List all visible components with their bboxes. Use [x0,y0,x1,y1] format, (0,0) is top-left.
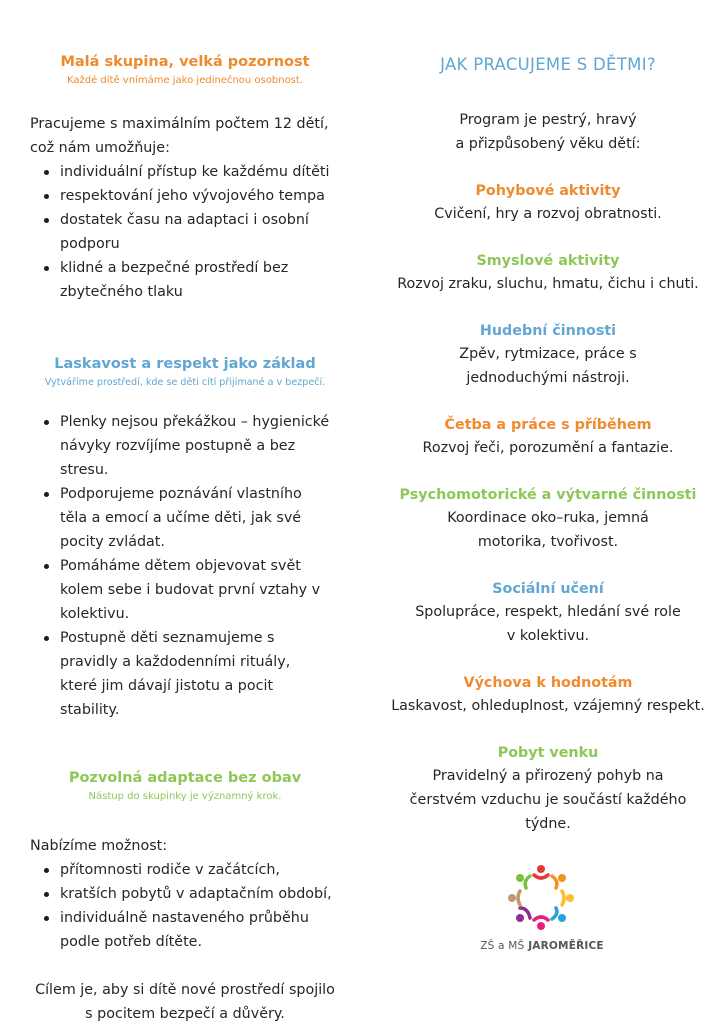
list-item: přítomnosti rodiče v začátcích, [42,858,340,882]
closing-line: s pocitem bezpečí a důvěry. [85,1006,285,1022]
activity-item [398,414,698,460]
list-item: dostatek času na adaptaci i osobní podporu [42,208,340,256]
section-title: Malá skupina, velká pozornost [60,54,310,70]
logo-figure-orange [552,874,566,888]
list-item: individuálně nastaveného průběhu podle potřeb dítěte. [42,906,340,954]
section-title: Pozvolná adaptace bez obav [68,770,302,786]
bullet-list [42,410,340,722]
logo-figure-tan [508,891,520,905]
list-item: Podporujeme poznávání vlastního těla a emocí a učíme děti, jak své pocity zvládat. [42,482,340,554]
activity-desc: Cvičení, hry a rozvoj obratnosti. [434,206,662,222]
activity-title: Četba a práce s příběhem [444,417,652,433]
section-subtitle: Každé dítě vnímáme jako jedinečnou osobnost. [66,75,303,86]
section-subtitle: Nástup do skupinky je významný krok. [88,791,282,802]
activity-title: Pohybové aktivity [475,183,621,199]
section-small-group [30,52,340,304]
section-subtitle: Vytváříme prostředí, kde se děti cítí přijímané a v bezpečí. [44,377,326,388]
logo-prefix: ZŠ a MŠ [480,940,525,952]
intro-line: Pracujeme s maximálním počtem 12 dětí, [30,116,329,132]
logo-name: JAROMĚŘICE [528,940,604,952]
intro-line: a přizpůsobený věku dětí: [455,136,641,152]
logo-figure-purple [516,908,530,922]
activity-item [391,672,705,718]
section-title: Laskavost a respekt jako základ [54,356,316,372]
activity-desc: Pravidelný a přirozený pohyb na čerstvém vzduchu je součástí každého týdne. [409,768,687,832]
left-column [30,52,340,1024]
activity-item [398,742,698,836]
activity-title: Pobyt venku [497,745,599,761]
closing-line: Cílem je, aby si dítě nové prostředí spojilo [35,982,335,998]
activity-desc: Koordinace oko–ruka, jemná motorika, tvořivost. [447,510,649,550]
activity-title: Smyslové aktivity [476,253,620,269]
activity-desc: Zpěv, rytmizace, práce s jednoduchými nástroji. [459,346,637,386]
activity-item [398,320,698,390]
activity-title: Psychomotorické a výtvarné činnosti [399,487,697,503]
list-item: Pomáháme dětem objevovat svět kolem sebe i budovat první vztahy v kolektivu. [42,554,340,626]
list-item: klidné a bezpečné prostředí bez zbytečného tlaku [42,256,340,304]
bullet-list [42,858,340,954]
list-item: kratších pobytů v adaptačním období, [42,882,340,906]
activity-desc: Laskavost, ohleduplnost, vzájemný respekt. [391,698,705,714]
people-circle-logo-icon [506,862,576,932]
activity-item [398,250,698,296]
list-item: respektování jeho vývojového tempa [42,184,340,208]
list-item: Plenky nejsou překážkou – hygienické návyky rozvíjíme postupně a bez stresu. [42,410,340,482]
logo-figure-cyan [552,908,566,922]
activity-desc: Spolupráce, respekt, hledání své role v kolektivu. [415,604,681,644]
section-adaptation [30,768,340,1024]
list-item: Postupně děti seznamujeme s pravidly a každodenními rituály, které jim dávají jistotu a pocit stability. [42,626,340,722]
activity-item [398,180,698,226]
intro-line: Nabízíme možnost: [30,838,168,854]
logo-figure-pink [534,917,548,930]
activity-desc: Rozvoj zraku, sluchu, hmatu, čichu i chuti. [397,276,699,292]
activity-title: Hudební činnosti [479,323,617,339]
logo-figure-yellow [562,891,574,905]
activity-desc: Rozvoj řeči, porozumění a fantazie. [422,440,674,456]
activity-title: Výchova k hodnotám [463,675,633,691]
page-title: JAK PRACUJEME S DĚTMI? [440,55,656,74]
activity-item [398,578,698,648]
list-item: individuální přístup ke každému dítěti [42,160,340,184]
section-kindness [30,354,340,722]
bullet-list [42,160,340,304]
logo-figure-red [534,865,548,878]
right-column [391,52,705,836]
activity-item [398,484,698,554]
intro-line: Program je pestrý, hravý [459,112,637,128]
activity-title: Sociální učení [492,581,604,597]
intro-line: což nám umožňuje: [30,140,170,156]
logo-text [480,940,604,952]
logo-figure-green [516,874,530,888]
